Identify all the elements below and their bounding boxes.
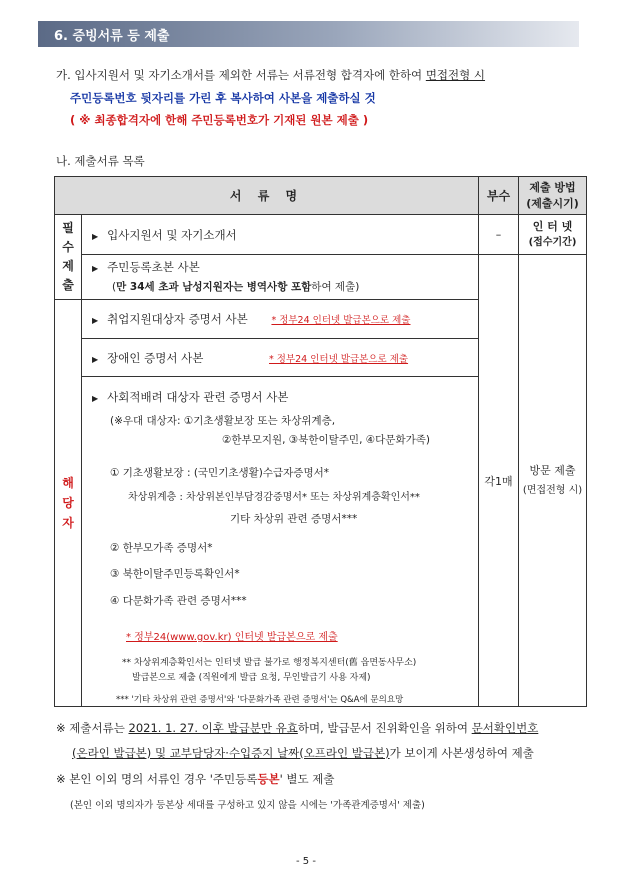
footer-note3: (본인 이외 명의자가 등본상 세대를 구성하고 있지 않을 시에는 '가족관계증명서' 제출) — [70, 800, 425, 811]
row-disability-note: * 정부24 인터넷 발급본으로 제출 — [269, 353, 409, 365]
section-title-bar — [38, 21, 579, 47]
para-a-marker: 가. — [56, 68, 71, 82]
row-disability-text: 장애인 증명서 사본 — [107, 350, 204, 365]
row-social-item3: ③ 북한이탈주민등록확인서* — [110, 568, 240, 580]
footer-note2-a: ※ 본인 이외 명의 서류인 경우 '주민등록 — [56, 772, 258, 786]
para-b-text: 제출서류 목록 — [74, 154, 145, 168]
row-application-text: 입사지원서 및 자기소개서 — [107, 227, 237, 242]
header-method-line2: (제출시기) — [526, 196, 579, 210]
header-document: 서 류 명 — [55, 177, 479, 215]
row-social-pref2: ②한부모지원, ③북한이탈주민, ④다문화가족) — [222, 434, 430, 446]
para-b-marker: 나. — [56, 154, 71, 168]
section-title: 6. 증빙서류 등 제출 — [54, 29, 170, 44]
row-disability: ▶ 장애인 증명서 사본 * 정부24 인터넷 발급본으로 제출 — [82, 339, 479, 377]
row-application: ▶ 입사지원서 및 자기소개서 — [82, 215, 479, 255]
row-application-method2: (접수기간) — [528, 236, 577, 248]
para-a-text1: 입사지원서 및 자기소개서를 제외한 서류는 서류전형 합격자에 한하여 — [74, 68, 423, 82]
row-social-title: 사회적배려 대상자 관련 증명서 사본 — [107, 390, 289, 404]
row-social-note1: * 정부24(www.gov.kr) 인터넷 발급본으로 제출 — [126, 632, 338, 643]
row-social-item2: ② 한부모가족 증명서* — [110, 542, 213, 554]
row-resident-bold: 만 34세 초과 남성지원자는 병역사항 포함 — [116, 281, 312, 293]
footer-note1-line1 — [56, 720, 538, 736]
para-a-line1 — [56, 67, 485, 83]
method-merged-line2: (면접전형 시) — [522, 484, 583, 496]
row-resident-rest: 하여 제출) — [311, 281, 360, 293]
footer-note1-mid: 하며, 발급문서 진위확인을 위하여 — [297, 721, 468, 735]
header-count: 부수 — [479, 177, 519, 215]
row-resident-open: ( — [112, 281, 117, 293]
header-method-line1: 제출 방법 — [529, 180, 576, 194]
row-application-count: – — [479, 215, 519, 255]
footer-note2 — [56, 771, 335, 787]
footer-note1-mark: ※ 제출서류는 — [56, 721, 125, 735]
para-a-line3: ( ※ 최종합격자에 한해 주민등록번호가 기재된 원본 제출 ) — [70, 113, 369, 127]
row-application-method — [519, 215, 587, 255]
row-social-item1c: 기타 차상위 관련 증명서*** — [230, 513, 358, 525]
group-required: 필 수 제 출 — [55, 215, 82, 300]
row-social-item1b: 차상위계층 : 차상위본인부담경감증명서* 또는 차상위계층확인서** — [128, 492, 420, 503]
row-veteran: ▶ 취업지원대상자 증명서 사본 * 정부24 인터넷 발급본으로 제출 — [82, 300, 479, 339]
row-veteran-note: * 정부24 인터넷 발급본으로 제출 — [271, 315, 411, 326]
row-veteran-text: 취업지원대상자 증명서 사본 — [107, 312, 248, 326]
row-social-note2a: ** 차상위계층확인서는 인터넷 발급 불가로 행정복지센터(舊 읍면동사무소) — [122, 658, 417, 668]
row-social-note2b: 발급본으로 제출 (직원에게 발급 요청, 무인발급기 사용 자제) — [132, 673, 371, 683]
row-social: ▶ 사회적배려 대상자 관련 증명서 사본 (※우대 대상자: ①기초생활보장 또는 차상위계층, ②한부모지원, ③북한이탈주민, ④다문화가족) ① 기초생활보장 : (국민기초생활)수급자증명서* 차상위계층 : 차상위본인부담경감증명서* 또는 차상위계층확인서** 기타 차상위 관련 증명서*** ② 한부모가족 증명서* ③ 북한이탈주민등록확인서* ④ 다문화가족 관련 증명서*** * 정부24(www.gov.kr) 인터넷 발급본으로 제출 ** 차상위계층확인서는 인터넷 발급 불가로 행정복지센터(舊 읍면동사무소) 발급본으로 제출 (직원에게 발급 요청, 무인발급기 사용 자제) *** '기타 차상위 관련 증명서'와 '다문화가족 관련 증명서'는 Q&A에 문의요망 — [82, 377, 479, 707]
count-merged: 각1매 — [479, 255, 519, 707]
footer-note1-docnum: 문서확인번호 — [471, 721, 539, 735]
group-applicable: 해 당 자 — [55, 300, 82, 707]
page-number: - 5 - — [296, 856, 316, 867]
row-social-note3: *** '기타 차상위 관련 증명서'와 '다문화가족 관련 증명서'는 Q&A에 문의요망 — [116, 695, 404, 705]
footer-note1-line2-rest: 가 보이게 사본생성하여 제출 — [389, 746, 534, 760]
document-table — [54, 176, 587, 707]
footer-note1-line2-u: (온라인 발급본) 및 교부담당자·수입증지 날짜(오프라인 발급본) — [72, 746, 390, 760]
method-merged — [519, 255, 587, 707]
row-social-item4: ④ 다문화가족 관련 증명서*** — [110, 595, 247, 607]
row-social-item1a: ① 기초생활보장 : (국민기초생활)수급자증명서* — [110, 467, 329, 479]
para-a-text1-underline: 면접전형 시 — [425, 68, 486, 82]
footer-note2-b: 등본 — [257, 772, 280, 786]
footer-note1-line2 — [72, 745, 534, 761]
para-a-line2: 주민등록번호 뒷자리를 가린 후 복사하여 사본을 제출하실 것 — [70, 91, 376, 105]
header-method — [519, 177, 587, 215]
para-b — [56, 153, 145, 169]
footer-note2-c: ' 별도 제출 — [279, 772, 335, 786]
row-application-method1: 인 터 넷 — [532, 219, 573, 233]
row-resident-title: 주민등록초본 사본 — [107, 260, 200, 274]
method-merged-line1: 방문 제출 — [529, 463, 576, 477]
row-social-pref1: (※우대 대상자: ①기초생활보장 또는 차상위계층, — [110, 415, 336, 427]
row-resident: ▶ 주민등록초본 사본 (만 34세 초과 남성지원자는 병역사항 포함하여 제출) — [82, 255, 479, 300]
footer-note1-date: 2021. 1. 27. 이후 발급분만 유효 — [128, 721, 298, 735]
